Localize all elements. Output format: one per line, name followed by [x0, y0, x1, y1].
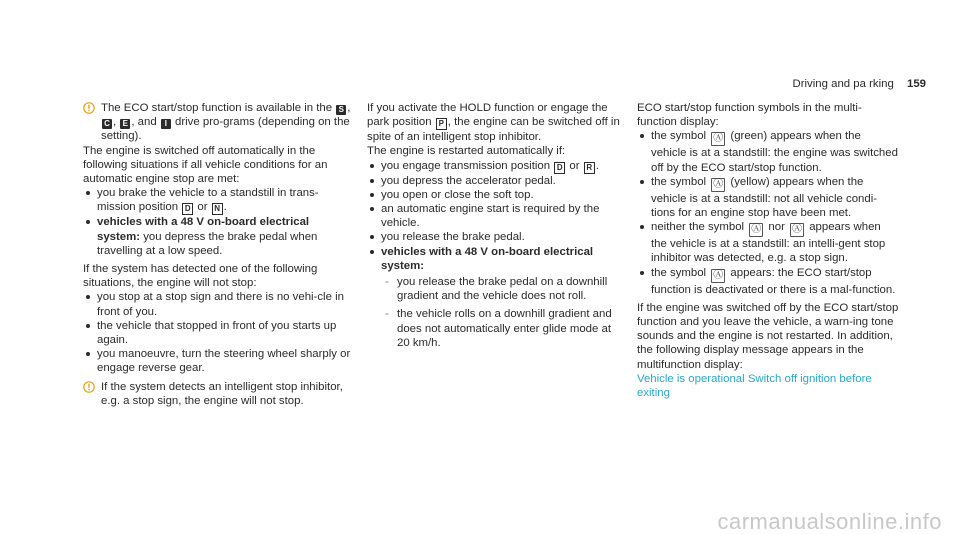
note-eco-availability: The ECO start/stop function is available in the S , C , E , and I drive pro-grams (depending on the setting).	[83, 101, 353, 144]
page-number: 159	[906, 78, 926, 90]
symbols-list	[637, 129, 899, 296]
gear-p-icon: P	[436, 118, 447, 130]
list-item: you stop at a stop sign and there is no vehi-cle in front of you.	[83, 290, 353, 318]
eco-start-stop-inhibited-icon: Ⓐ	[792, 224, 803, 236]
note-intelligent-stop: If the system detects an intelligent stop inhibitor, e.g. a stop sign, the engine will not stop.	[83, 380, 353, 408]
and-text: , and	[131, 116, 160, 129]
column-3	[637, 101, 899, 400]
auto-off-list	[83, 186, 353, 258]
list-item: an automatic engine start is required by the vehicle.	[367, 202, 625, 230]
section-title: Driving and pa rking	[792, 78, 894, 90]
display-message: Vehicle is operational Switch off ignition before exiting	[637, 372, 872, 400]
list-item: the symbol Ⓐ (yellow) appears when the vehicle is at a standstill: not all vehicle condi-tions for an engine stop have been met.	[637, 175, 899, 220]
list-item: vehicles with a 48 V on-board electrical system: - you release the brake pedal on a downhill gradient and the vehicle does not roll. - the vehicle rolls on a downhill gradient and does not automatically enter glide mode at 20 km/h.	[367, 245, 625, 350]
note-text-pre: The ECO start/stop function is available in the	[101, 102, 336, 114]
drive-program-e-icon: E	[120, 119, 130, 129]
sub-list	[381, 275, 625, 350]
sub-list-item: - the vehicle rolls on a downhill gradient and does not automatically enter glide mode at 20 km/h.	[381, 307, 625, 350]
gear-d-icon: D	[182, 203, 193, 215]
list-item: neither the symbol Ⓐ nor Ⓐ appears when the vehicle is at a standstill: an intelli-gent stop inhibitor was detected, e.g. a stop sign.	[637, 220, 899, 265]
sub-list-item: - you release the brake pedal on a downhill gradient and the vehicle does not roll.	[381, 275, 625, 303]
list-item: the symbol Ⓐ appears: the ECO start/stop function is deactivated or there is a mal-function.	[637, 266, 899, 297]
column-1	[83, 101, 353, 408]
eco-start-stop-green-icon: Ⓐ	[713, 133, 724, 145]
gear-n-icon: N	[212, 203, 223, 215]
eco-start-stop-icon: Ⓐ	[751, 224, 762, 236]
column-2	[367, 101, 625, 354]
list-item: you release the brake pedal.	[367, 230, 625, 244]
paragraph-hold: If you activate the HOLD function or engage the park position P , the engine can be switched off in spite of an intelligent stop inhibitor.	[367, 102, 620, 144]
watermark: carmanualsonline.info	[717, 508, 942, 534]
note-text-post: drive pro-grams (depending on the setting).	[101, 116, 350, 143]
page-header	[793, 77, 927, 91]
list-item: you manoeuvre, turn the steering wheel sharply or engage reverse gear.	[83, 347, 353, 375]
gear-d-icon: D	[554, 162, 565, 174]
paragraph-not-stop: If the system has detected one of the following situations, the engine will not stop:	[83, 263, 318, 290]
drive-program-c-icon: C	[102, 119, 112, 129]
list-item: the vehicle that stopped in front of you starts up again.	[83, 319, 353, 347]
info-note-icon	[83, 102, 95, 114]
paragraph-warning-tone: If the engine was switched off by the ECO start/stop function and you leave the vehicle, a warn-ing tone sounds and the engine is not restarted. In addition, the following display message appears in the multifunction display:	[637, 301, 899, 371]
restart-list	[367, 159, 625, 350]
list-item: the symbol Ⓐ (green) appears when the vehicle is at a standstill: the engine was switched off by the ECO start/stop function.	[637, 129, 899, 174]
drive-program-i-icon: I	[161, 119, 171, 129]
not-stop-list	[83, 290, 353, 375]
gear-r-icon: R	[584, 162, 595, 174]
paragraph-restart: The engine is restarted automatically if:	[367, 145, 566, 158]
info-note-icon	[83, 381, 95, 393]
list-item: you engage transmission position D or R .	[367, 159, 625, 174]
list-item: you brake the vehicle to a standstill in trans-mission position D or N .	[83, 186, 353, 215]
paragraph-symbols: ECO start/stop function symbols in the multi-function display:	[637, 102, 862, 129]
eco-start-stop-off-icon: Ⓐ	[713, 269, 724, 281]
paragraph-auto-off: The engine is switched off automatically in the following situations if all vehicle conditions for an automatic engine stop are met:	[83, 144, 328, 186]
list-item: vehicles with a 48 V on-board electrical system: you depress the brake pedal when travelling at a low speed.	[83, 215, 353, 258]
list-item: you open or close the soft top.	[367, 188, 625, 202]
drive-program-s-icon: S	[336, 105, 346, 115]
list-item: you depress the accelerator pedal.	[367, 174, 625, 188]
eco-start-stop-yellow-icon: Ⓐ	[713, 178, 724, 190]
